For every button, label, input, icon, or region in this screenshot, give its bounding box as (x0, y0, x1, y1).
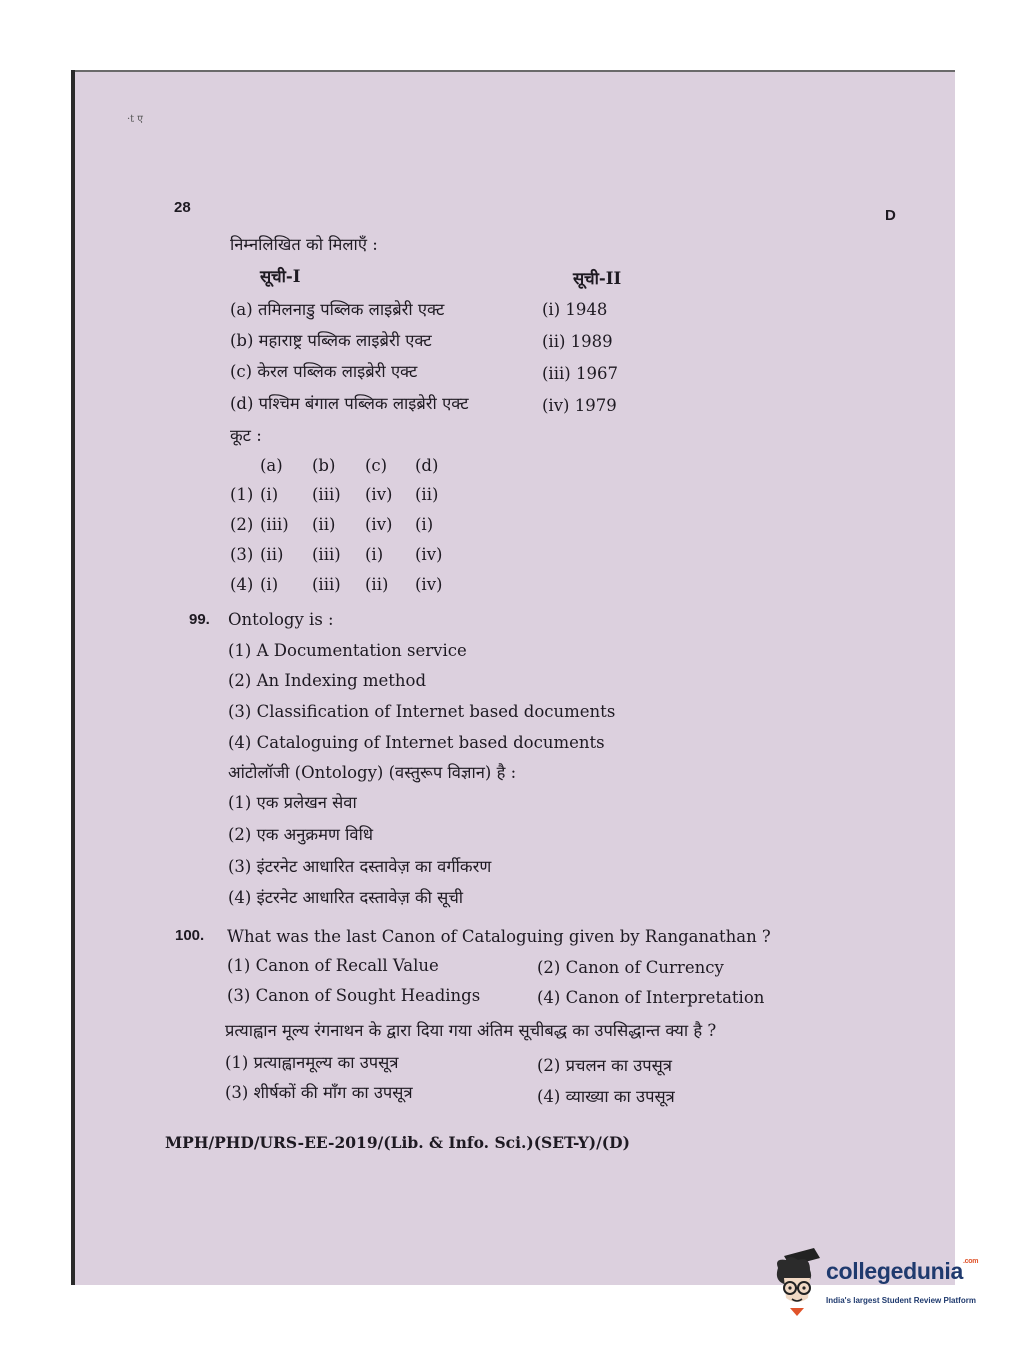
code-cell: (iii) (312, 575, 341, 594)
question-text-hi: प्रत्याह्वान मूल्य रंगनाथन के द्वारा दिया गया अंतिम सूचीबद्ध का उपसिद्धान्त क्या है ? (225, 1021, 717, 1040)
option-en: (4) Cataloguing of Internet based documents (228, 733, 605, 752)
question-number: 99. (189, 611, 210, 628)
collegedunia-logo (770, 1248, 1000, 1318)
list1-item: (c) केरल पब्लिक लाइब्रेरी एक्ट (230, 362, 418, 381)
code-cell: (ii) (312, 515, 336, 534)
brand-tagline: India's largest Student Review Platform (826, 1296, 976, 1305)
corner-marks: ·t ए (127, 114, 143, 125)
page-number: 28 (174, 199, 191, 216)
list1-item: (a) तमिलनाडु पब्लिक लाइब्रेरी एक्ट (230, 300, 445, 319)
question-text-hi: आंटोलॉजी (Ontology) (वस्तुरूप विज्ञान) है : (228, 763, 517, 782)
option-en: (2) An Indexing method (228, 671, 427, 690)
option-hi: (2) एक अनुक्रमण विधि (228, 825, 374, 844)
option-en: (3) Canon of Sought Headings (227, 986, 481, 1005)
brand-text: collegedunia (826, 1258, 963, 1284)
question-number: 100. (175, 927, 205, 944)
code-option-number: (4) (230, 575, 254, 594)
option-hi: (3) इंटरनेट आधारित दस्तावेज़ का वर्गीकरण (228, 857, 492, 876)
code-cell: (i) (365, 545, 384, 564)
list2-header: सूची-II (573, 269, 622, 288)
option-en: (1) A Documentation service (228, 641, 467, 660)
mascot-icon (770, 1248, 824, 1318)
code-cell: (i) (415, 515, 434, 534)
code-cell: (iii) (312, 545, 341, 564)
code-cell: (i) (260, 575, 279, 594)
code-cell: (iii) (260, 515, 289, 534)
question-paper-page (75, 72, 955, 1285)
code-cell: (ii) (260, 545, 284, 564)
code-cell: (iv) (365, 485, 393, 504)
code-header-cell: (a) (260, 456, 283, 475)
code-cell: (i) (260, 485, 279, 504)
brand-name (826, 1258, 978, 1285)
option-en: (1) Canon of Recall Value (227, 956, 439, 975)
code-label: कूट : (230, 426, 262, 445)
code-header-cell: (d) (415, 456, 439, 475)
list2-item: (i) 1948 (542, 300, 608, 319)
code-cell: (iv) (415, 575, 443, 594)
footer-code: MPH/PHD/URS-EE-2019/(Lib. & Info. Sci.)(SET-Y)/(D) (165, 1133, 630, 1152)
code-header-cell: (b) (312, 456, 336, 475)
option-en: (3) Classification of Internet based documents (228, 702, 616, 721)
list1-item: (b) महाराष्ट्र पब्लिक लाइब्रेरी एक्ट (230, 331, 432, 350)
code-cell: (ii) (365, 575, 389, 594)
list1-header: सूची-I (260, 267, 301, 286)
code-header-cell: (c) (365, 456, 388, 475)
code-option-number: (3) (230, 545, 254, 564)
option-en: (2) Canon of Currency (537, 958, 724, 977)
match-instruction: निम्नलिखित को मिलाएँ : (230, 235, 378, 254)
set-letter: D (885, 207, 896, 224)
list1-item: (d) पश्चिम बंगाल पब्लिक लाइब्रेरी एक्ट (230, 394, 469, 413)
option-en: (4) Canon of Interpretation (537, 988, 765, 1007)
option-hi: (1) एक प्रलेखन सेवा (228, 793, 357, 812)
option-hi: (4) व्याख्या का उपसूत्र (537, 1087, 675, 1106)
option-hi: (1) प्रत्याह्वानमूल्य का उपसूत्र (225, 1053, 399, 1072)
brand-suffix: .com (962, 1258, 979, 1265)
list2-item: (ii) 1989 (542, 332, 613, 351)
code-option-number: (1) (230, 485, 254, 504)
list2-item: (iv) 1979 (542, 396, 617, 415)
code-option-number: (2) (230, 515, 254, 534)
question-text-en: Ontology is : (228, 610, 334, 629)
question-text-en: What was the last Canon of Cataloguing given by Ranganathan ? (227, 927, 771, 946)
list2-item: (iii) 1967 (542, 364, 618, 383)
code-cell: (iv) (365, 515, 393, 534)
code-cell: (iii) (312, 485, 341, 504)
option-hi: (3) शीर्षकों की माँग का उपसूत्र (225, 1083, 413, 1102)
option-hi: (4) इंटरनेट आधारित दस्तावेज़ की सूची (228, 888, 464, 907)
option-hi: (2) प्रचलन का उपसूत्र (537, 1056, 672, 1075)
code-cell: (iv) (415, 545, 443, 564)
code-cell: (ii) (415, 485, 439, 504)
